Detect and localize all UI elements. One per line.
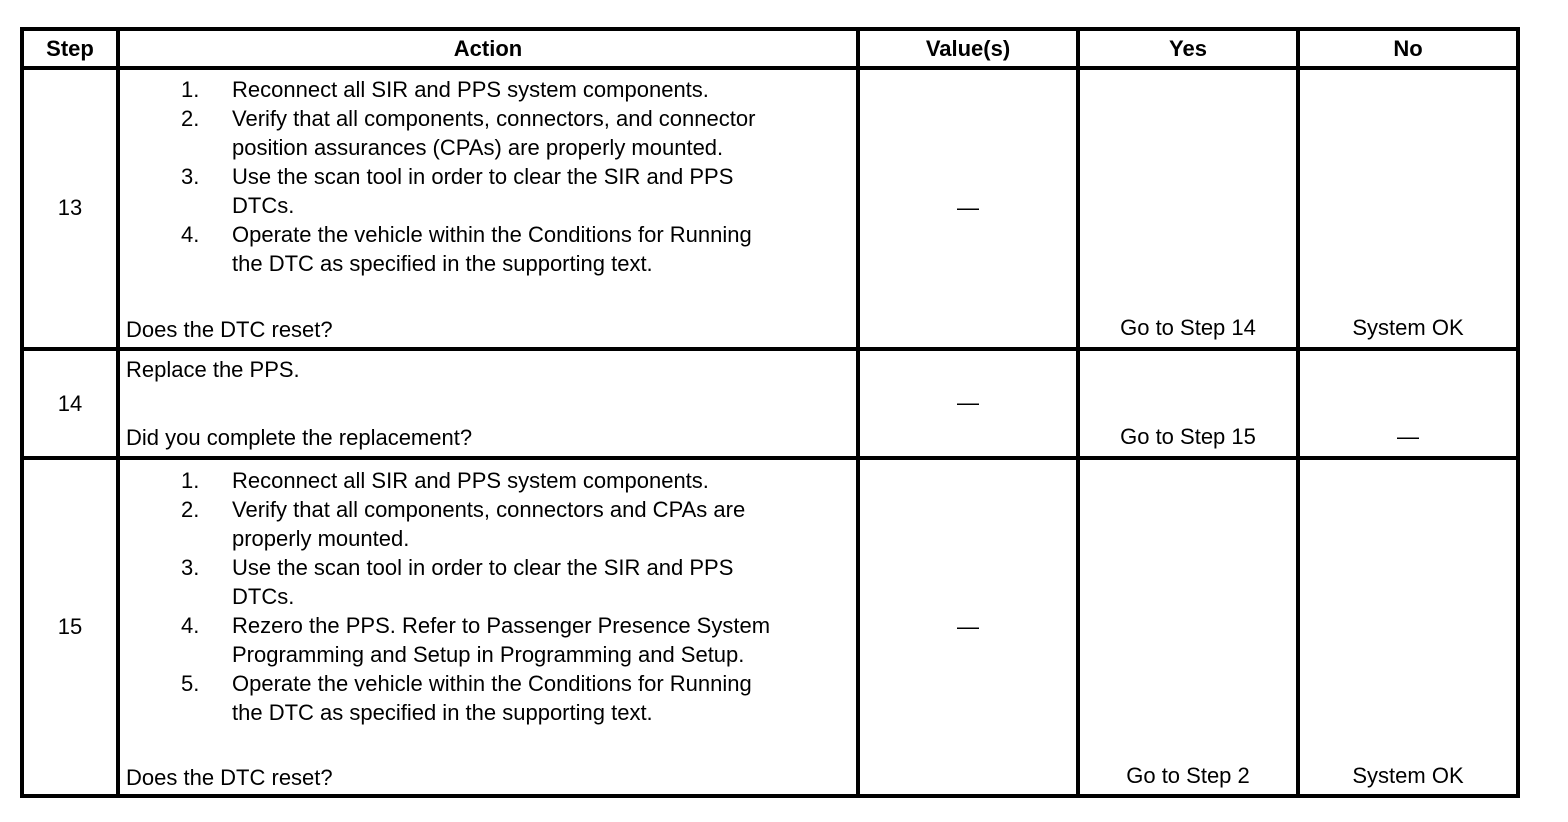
- action-step: [126, 669, 770, 727]
- action-line: Use the scan tool in order to clear the SIR and PPS: [232, 555, 734, 580]
- action-line: position assurances (CPAs) are properly mounted.: [232, 135, 724, 160]
- action-line: DTCs.: [232, 193, 295, 218]
- action-step: [126, 553, 770, 611]
- action-cell: [126, 466, 852, 792]
- action-line: the DTC as specified in the supporting text.: [232, 700, 653, 725]
- step-index: 3.: [181, 555, 200, 580]
- step-number: 13: [57, 195, 83, 220]
- action-line: Reconnect all SIR and PPS system components.: [232, 77, 709, 102]
- yes-cell: Go to Step 14: [1120, 315, 1256, 340]
- table-border-bottom: [20, 794, 1520, 798]
- step-index: 2.: [181, 497, 200, 522]
- action-line: properly mounted.: [232, 526, 410, 551]
- no-cell: System OK: [1352, 763, 1464, 788]
- action-line: Operate the vehicle within the Conditions for Running: [232, 222, 752, 247]
- header-no: No: [1393, 36, 1423, 61]
- action-question: Did you complete the replacement?: [126, 425, 473, 450]
- action-line: Verify that all components, connectors and CPAs are: [232, 497, 746, 522]
- row-divider: [20, 456, 1520, 460]
- step-index: 3.: [181, 164, 200, 189]
- action-step: [126, 104, 755, 162]
- header-values: Value(s): [925, 36, 1011, 61]
- action-step: [126, 611, 770, 669]
- step-index: 1.: [181, 77, 200, 102]
- step-index: 4.: [181, 613, 200, 638]
- value-cell: —: [957, 614, 979, 639]
- action-question: Does the DTC reset?: [126, 317, 333, 342]
- action-question: Does the DTC reset?: [126, 765, 333, 790]
- value-cell: —: [957, 390, 979, 415]
- diagnostic-table: [20, 27, 1520, 798]
- value-cell: —: [957, 195, 979, 220]
- action-line: Use the scan tool in order to clear the SIR and PPS: [232, 164, 734, 189]
- action-step: [126, 162, 755, 220]
- step-index: 5.: [181, 671, 200, 696]
- step-index: 4.: [181, 222, 200, 247]
- column-divider: [1296, 27, 1300, 798]
- action-line: DTCs.: [232, 584, 295, 609]
- step-number: 15: [57, 614, 83, 639]
- action-step: [126, 495, 770, 553]
- step-number: 14: [57, 391, 83, 416]
- yes-cell: Go to Step 2: [1126, 763, 1250, 788]
- row-divider: [20, 347, 1520, 351]
- header-yes: Yes: [1169, 36, 1207, 61]
- action-line: Reconnect all SIR and PPS system components.: [232, 468, 709, 493]
- column-divider: [1076, 27, 1080, 798]
- yes-cell: Go to Step 15: [1120, 424, 1256, 449]
- header-step: Step: [46, 36, 94, 61]
- no-cell: —: [1397, 424, 1419, 449]
- action-cell: [126, 75, 852, 345]
- header-action: Action: [453, 36, 523, 61]
- step-index: 2.: [181, 106, 200, 131]
- action-line: the DTC as specified in the supporting text.: [232, 251, 653, 276]
- action-line: Rezero the PPS. Refer to Passenger Presence System: [232, 613, 771, 638]
- action-cell: [126, 355, 852, 455]
- action-step: [126, 75, 755, 104]
- action-step: [126, 220, 755, 278]
- column-divider: [116, 27, 120, 798]
- no-cell: System OK: [1352, 315, 1464, 340]
- action-line: Programming and Setup in Programming and Setup.: [232, 642, 745, 667]
- step-index: 1.: [181, 468, 200, 493]
- action-steps: [126, 466, 770, 727]
- action-step: [126, 466, 770, 495]
- action-steps: [126, 75, 755, 278]
- action-text: Replace the PPS.: [126, 357, 300, 382]
- action-line: Operate the vehicle within the Conditions for Running: [232, 671, 752, 696]
- table-border-right: [1516, 27, 1520, 798]
- action-line: Verify that all components, connectors, and connector: [232, 106, 756, 131]
